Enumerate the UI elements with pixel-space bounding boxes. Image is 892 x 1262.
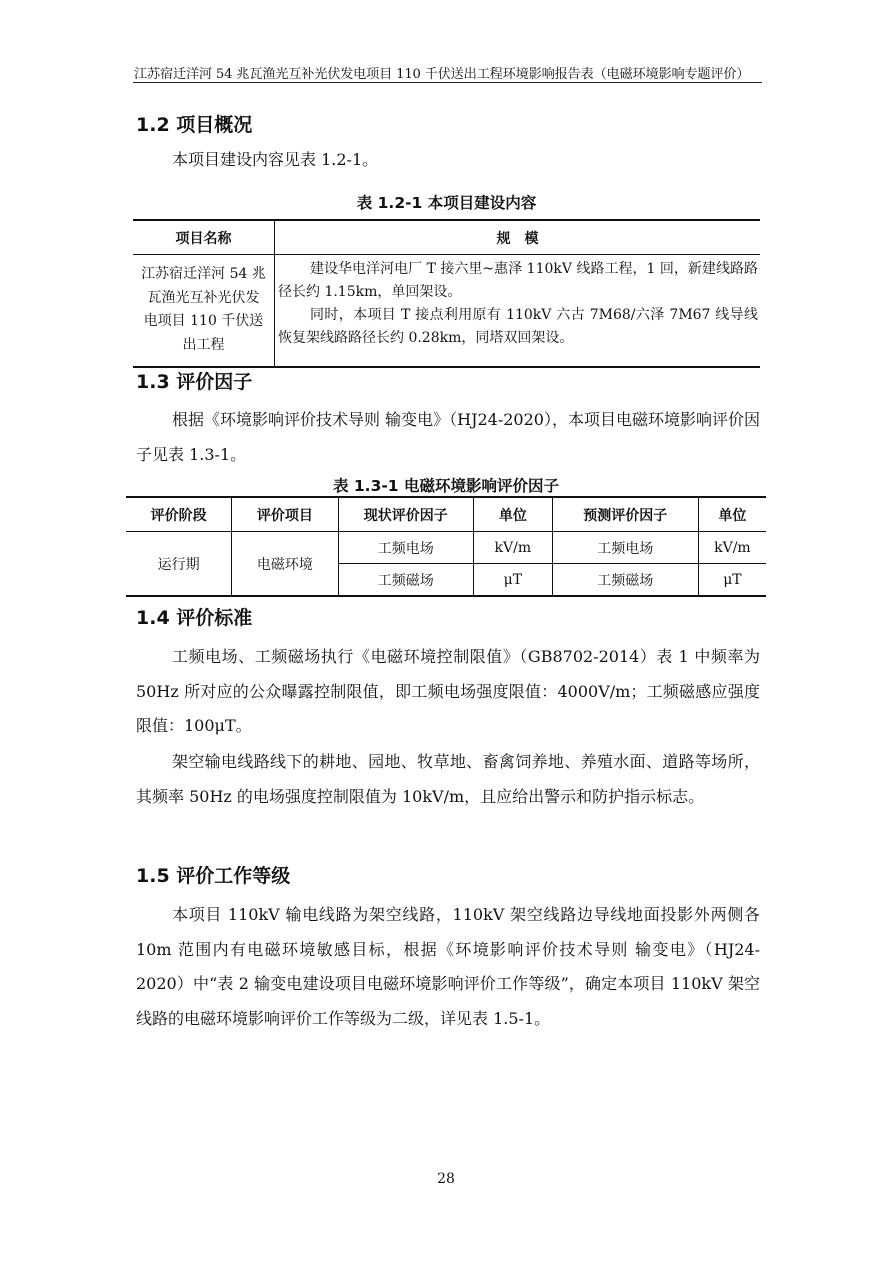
stage-cell: 运行期 bbox=[126, 532, 232, 597]
current-factor-cell: 工频磁场 bbox=[338, 564, 473, 597]
table-row bbox=[133, 255, 760, 368]
section-1-4-paragraph-1: 工频电场、工频磁场执行《电磁环境控制限值》（GB8702-2014）表 1 中频率为 50Hz 所对应的公众曝露控制限值，即工频电场强度限值：4000V/m；工频磁感应强度限值：100μT。 bbox=[136, 647, 760, 736]
project-name-line: 电项目 110 千伏送 bbox=[143, 313, 264, 329]
project-scale-cell bbox=[275, 255, 761, 368]
table-header-cell: 项目名称 bbox=[133, 220, 275, 255]
table-header-cell: 单位 bbox=[473, 497, 552, 532]
table-1-2-1-caption: 表 1.2-1 本项目建设内容 bbox=[356, 194, 537, 212]
unit-cell: μT bbox=[473, 564, 552, 597]
header-rule bbox=[133, 82, 762, 83]
table-1-3-1 bbox=[126, 496, 766, 597]
project-name-cell bbox=[133, 255, 275, 368]
section-1-2-paragraph: 本项目建设内容见表 1.2-1。 bbox=[172, 150, 379, 169]
table-header-cell: 规 模 bbox=[275, 220, 761, 255]
section-heading-1-4: 1.4 评价标准 bbox=[136, 607, 253, 629]
unit-cell: kV/m bbox=[698, 532, 766, 564]
section-heading-1-2: 1.2 项目概况 bbox=[136, 114, 253, 136]
table-header-cell: 现状评价因子 bbox=[338, 497, 473, 532]
scale-paragraph: 同时，本项目 T 接点利用原有 110kV 六古 7M68/六泽 7M67 线导线恢复架线路路径长约 0.28km，同塔双回架设。 bbox=[278, 307, 758, 346]
current-factor-cell: 工频电场 bbox=[338, 532, 473, 564]
unit-cell: kV/m bbox=[473, 532, 552, 564]
unit-cell: μT bbox=[723, 571, 742, 588]
section-heading-1-5: 1.5 评价工作等级 bbox=[136, 865, 291, 887]
table-1-2-1 bbox=[133, 219, 760, 368]
table-row bbox=[126, 532, 766, 564]
section-heading-1-3: 1.3 评价因子 bbox=[136, 371, 253, 393]
running-header: 江苏宿迁洋河 54 兆瓦渔光互补光伏发电项目 110 千伏送出工程环境影响报告表（电磁环境影响专题评价） bbox=[134, 67, 750, 82]
item-cell: 电磁环境 bbox=[232, 532, 338, 597]
predict-factor-cell: 工频磁场 bbox=[552, 564, 698, 597]
page-number: 28 bbox=[437, 1171, 455, 1187]
scale-paragraph: 建设华电洋河电厂 T 接六里~惠泽 110kV 线路工程，1 回，新建线路路径长约 1.15km，单回架设。 bbox=[278, 261, 758, 300]
predict-factor-cell: 工频电场 bbox=[552, 532, 698, 564]
project-name-line: 江苏宿迁洋河 54 兆 bbox=[141, 266, 266, 282]
project-name-line: 出工程 bbox=[182, 336, 225, 353]
table-header-cell: 单位 bbox=[698, 497, 766, 532]
section-1-4-paragraph-2: 架空输电线路线下的耕地、园地、牧草地、畜禽饲养地、养殖水面、道路等场所，其频率 50Hz 的电场强度控制限值为 10kV/m，且应给出警示和防护指示标志。 bbox=[136, 752, 760, 806]
project-name-line: 瓦渔光互补光伏发 bbox=[147, 289, 260, 306]
table-header-cell: 评价阶段 bbox=[126, 497, 232, 532]
table-header-cell: 评价项目 bbox=[232, 497, 338, 532]
table-1-3-1-caption: 表 1.3-1 电磁环境影响评价因子 bbox=[333, 477, 559, 495]
table-header-cell: 预测评价因子 bbox=[552, 497, 698, 532]
section-1-3-paragraph: 根据《环境影响评价技术导则 输变电》（HJ24-2020），本项目电磁环境影响评价因子见表 1.3-1。 bbox=[136, 410, 760, 464]
section-1-5-paragraph: 本项目 110kV 输电线路为架空线路，110kV 架空线路边导线地面投影外两侧各 10m 范围内有电磁环境敏感目标，根据《环境影响评价技术导则 输变电》（HJ24-2020）中“表 2 输变电建设项目电磁环境影响评价工作等级”，确定本项目 110kV 架空线路的电磁环境影响评价工作等级为二级，详见表 1.5-1。 bbox=[136, 905, 760, 1028]
